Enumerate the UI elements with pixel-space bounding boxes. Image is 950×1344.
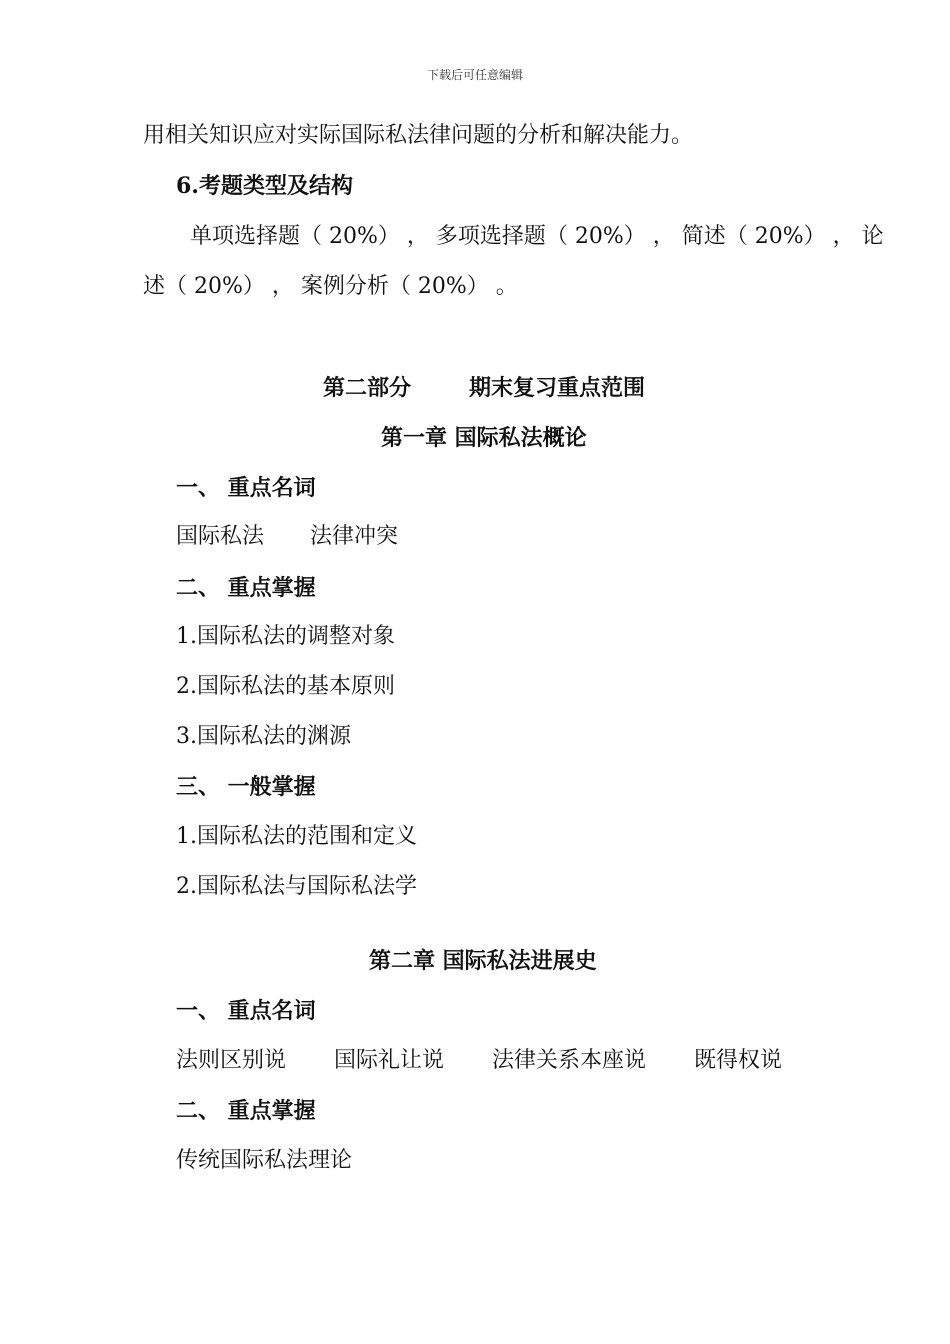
term-item: 法律关系本座说 xyxy=(492,1048,647,1073)
list-item: 传统国际私法理论 xyxy=(176,1148,353,1173)
ch2-key-mastery-heading: 二、 重点掌握 xyxy=(176,1098,316,1124)
list-item: 1.国际私法的范围和定义 xyxy=(176,824,417,849)
ch1-general-mastery-heading: 三、 一般掌握 xyxy=(176,774,316,800)
ch2-key-terms xyxy=(176,1046,782,1076)
part-two-label: 第二部分 xyxy=(323,375,412,401)
list-item: 2.国际私法与国际私法学 xyxy=(176,874,417,899)
exam-structure-heading: 6.考题类型及结构 xyxy=(176,173,353,199)
continuation-text: 用相关知识应对实际国际私法律问题的分析和解决能力。 xyxy=(143,123,694,148)
ch2-key-terms-heading: 一、 重点名词 xyxy=(176,998,316,1024)
term-item: 既得权说 xyxy=(694,1048,783,1073)
exam-structure-line-1: 单项选择题（ 20%） ， 多项选择题（ 20%） ， 简述（ 20%） ， 论 xyxy=(190,224,884,249)
ch1-key-mastery-heading: 二、 重点掌握 xyxy=(176,575,316,601)
term-item: 法律冲突 xyxy=(310,524,399,549)
list-item: 1.国际私法的调整对象 xyxy=(176,624,395,649)
ch1-key-terms xyxy=(176,522,398,552)
part-two-title xyxy=(323,373,645,403)
term-item: 法则区别说 xyxy=(176,1048,287,1073)
term-item: 国际私法 xyxy=(176,524,265,549)
page-header: 下载后可任意编辑 xyxy=(426,68,523,82)
chapter-1-title: 第一章 国际私法概论 xyxy=(381,425,587,451)
chapter-2-title: 第二章 国际私法进展史 xyxy=(369,948,597,974)
term-item: 国际礼让说 xyxy=(334,1048,445,1073)
part-two-subtitle: 期末复习重点范围 xyxy=(469,375,646,401)
list-item: 2.国际私法的基本原则 xyxy=(176,674,395,699)
ch1-key-terms-heading: 一、 重点名词 xyxy=(176,475,316,501)
exam-structure-line-2: 述（ 20%） ， 案例分析（ 20%） 。 xyxy=(143,274,518,299)
list-item: 3.国际私法的渊源 xyxy=(176,724,351,749)
